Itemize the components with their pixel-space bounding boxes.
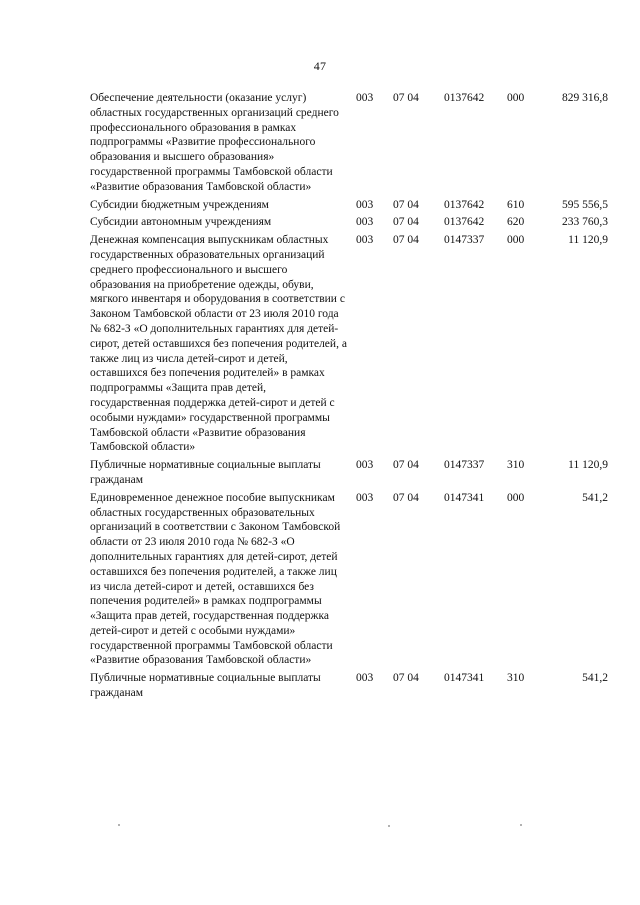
section-code: 07 04 <box>393 491 419 504</box>
ministry-code: 003 <box>356 491 374 504</box>
ministry-code: 003 <box>356 459 374 472</box>
section-code: 07 04 <box>393 216 419 229</box>
scan-speck <box>520 824 522 826</box>
amount: 11 120,9 <box>568 234 608 247</box>
section-code: 07 04 <box>393 672 419 685</box>
target-article-code: 0147341 <box>444 491 485 504</box>
budget-row <box>90 671 610 701</box>
expense-type-code: 310 <box>507 672 525 685</box>
ministry-code: 003 <box>356 198 374 211</box>
expense-name: Субсидии автономным учреждениям <box>90 216 272 229</box>
target-article-code: 0147337 <box>444 459 485 472</box>
target-article-code: 0137642 <box>444 216 485 229</box>
ministry-code: 003 <box>356 216 374 229</box>
budget-row <box>90 233 610 455</box>
expense-name: Субсидии бюджетным учреждениям <box>90 198 269 211</box>
ministry-code: 003 <box>356 672 374 685</box>
budget-row <box>90 91 610 195</box>
budget-row <box>90 215 610 230</box>
scan-artifacts <box>0 822 640 832</box>
target-article-code: 0147337 <box>444 234 485 247</box>
budget-row <box>90 198 610 213</box>
expense-type-code: 310 <box>507 459 525 472</box>
amount: 233 760,3 <box>562 216 608 229</box>
budget-row <box>90 458 610 488</box>
expense-name: Публичные нормативные социальные выплаты гражданам <box>90 672 321 700</box>
budget-row <box>90 491 610 669</box>
amount: 829 316,8 <box>562 92 608 104</box>
section-code: 07 04 <box>393 92 419 104</box>
expense-name: Обеспечение деятельности (оказание услуг) областных государственных организаций среднего профессионального образования в рамках подпрограммы «Развитие профессионального образования и высшего образования» государственной программы Тамбовской области «Развитие образования Тамбовской области» <box>90 92 339 193</box>
ministry-code: 003 <box>356 234 374 247</box>
budget-table <box>90 91 610 704</box>
scan-speck <box>388 825 390 827</box>
expense-type-code: 620 <box>507 216 525 229</box>
amount: 11 120,9 <box>568 459 608 472</box>
target-article-code: 0137642 <box>444 198 485 211</box>
expense-type-code: 610 <box>507 198 525 211</box>
target-article-code: 0147341 <box>444 672 485 685</box>
expense-name: Публичные нормативные социальные выплаты гражданам <box>90 459 321 486</box>
amount: 541,2 <box>582 672 608 685</box>
expense-type-code: 000 <box>507 491 525 504</box>
scan-speck <box>118 824 120 826</box>
expense-type-code: 000 <box>507 234 525 247</box>
ministry-code: 003 <box>356 92 374 104</box>
expense-name: Единовременное денежное пособие выпускникам областных государственных образовательных организаций в соответствии с Законом Тамбовской области от 23 июля 2010 года № 682-З «О дополнительных гарантиях для детей-сирот, детей оставшихся без попечения родителей, а также лиц из числа детей-сирот и детей, оставшихся без попечения родителей» в рамках подпрограммы «Защита прав детей, государственная поддержка детей-сирот и детей с особыми нуждами» государственной программы Тамбовской области «Развитие образования Тамбовской области» <box>90 491 341 667</box>
target-article-code: 0137642 <box>444 92 485 104</box>
section-code: 07 04 <box>393 459 419 472</box>
expense-name: Денежная компенсация выпускникам областных государственных образовательных организаций среднего профессионального и высшего образования на приобретение одежды, обуви, мягкого инвентаря и оборудования в соответствии с Законом Тамбовской области от 23 июля 2010 года № 682-З «О дополнительных гарантиях для детей-сирот, детей оставшихся без попечения родителей, а также лиц из числа детей-сирот и детей, оставшихся без попечения родителей» в рамках подпрограммы «Защита прав детей, государственная поддержка детей-сирот и детей с особыми нуждами» государственной программы Тамбовской области «Развитие образования Тамбовской области» <box>90 234 347 454</box>
section-code: 07 04 <box>393 198 419 211</box>
expense-type-code: 000 <box>507 92 525 104</box>
section-code: 07 04 <box>393 234 419 247</box>
amount: 541,2 <box>582 491 608 504</box>
page-number: 47 <box>313 59 327 73</box>
amount: 595 556,5 <box>562 198 608 211</box>
